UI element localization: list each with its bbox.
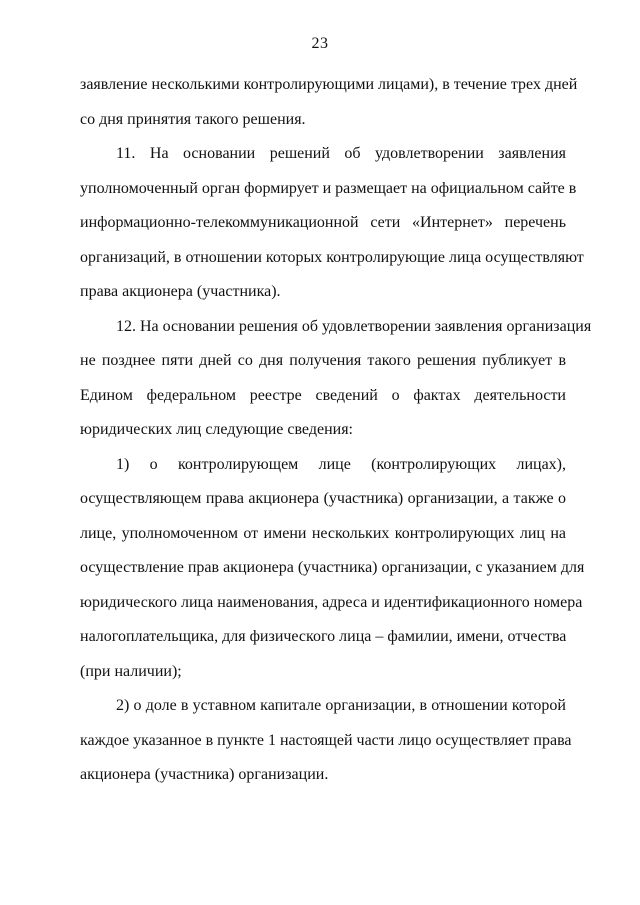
text-line: каждое указанное в пункте 1 настоящей части лицо осуществляет права [80, 731, 572, 749]
text-line: юридического лица наименования, адреса и идентификационного номера [80, 593, 583, 611]
text-line: со дня принятия такого решения. [80, 110, 306, 128]
paragraph-11-start: 11. На основании решений об удовлетворении заявления [116, 145, 566, 162]
paragraph-12-start: 12. На основании решения об удовлетворении заявления организация [116, 317, 592, 335]
text-line: лице, уполномоченном от имени нескольких контролирующих лиц на [80, 524, 566, 542]
text-line: информационно-телекоммуникационной сети «Интернет» перечень [80, 214, 566, 231]
text-line: осуществление прав акционера (участника) организации, с указанием для [80, 559, 585, 576]
list-item-1-start: 1) о контролирующем лице (контролирующих лицах), [116, 455, 566, 473]
text-line: осуществляющем права акционера (участника) организации, а также о [80, 490, 566, 507]
text-line: организаций, в отношении которых контролирующие лица осуществляют [80, 248, 584, 266]
list-item-2-start: 2) о доле в уставном капитале организации, в отношении которой [116, 697, 566, 714]
document-body [80, 72, 592, 797]
text-line: акционера (участника) организации. [80, 766, 329, 783]
page-number: 23 [311, 35, 329, 52]
text-line: налогоплательщика, для физического лица – фамилии, имени, отчества [80, 628, 567, 645]
text-line: не позднее пяти дней со дня получения такого решения публикует в [80, 352, 566, 369]
text-line: Едином федеральном реестре сведений о фактах деятельности [80, 386, 566, 404]
text-line: заявление несколькими контролирующими лицами), в течение трех дней [80, 76, 578, 93]
text-line: права акционера (участника). [80, 283, 281, 300]
text-line: (при наличии); [80, 662, 182, 680]
text-line: уполномоченный орган формирует и размещает на официальном сайте в [80, 179, 577, 197]
text-line: юридических лиц следующие сведения: [80, 421, 353, 438]
